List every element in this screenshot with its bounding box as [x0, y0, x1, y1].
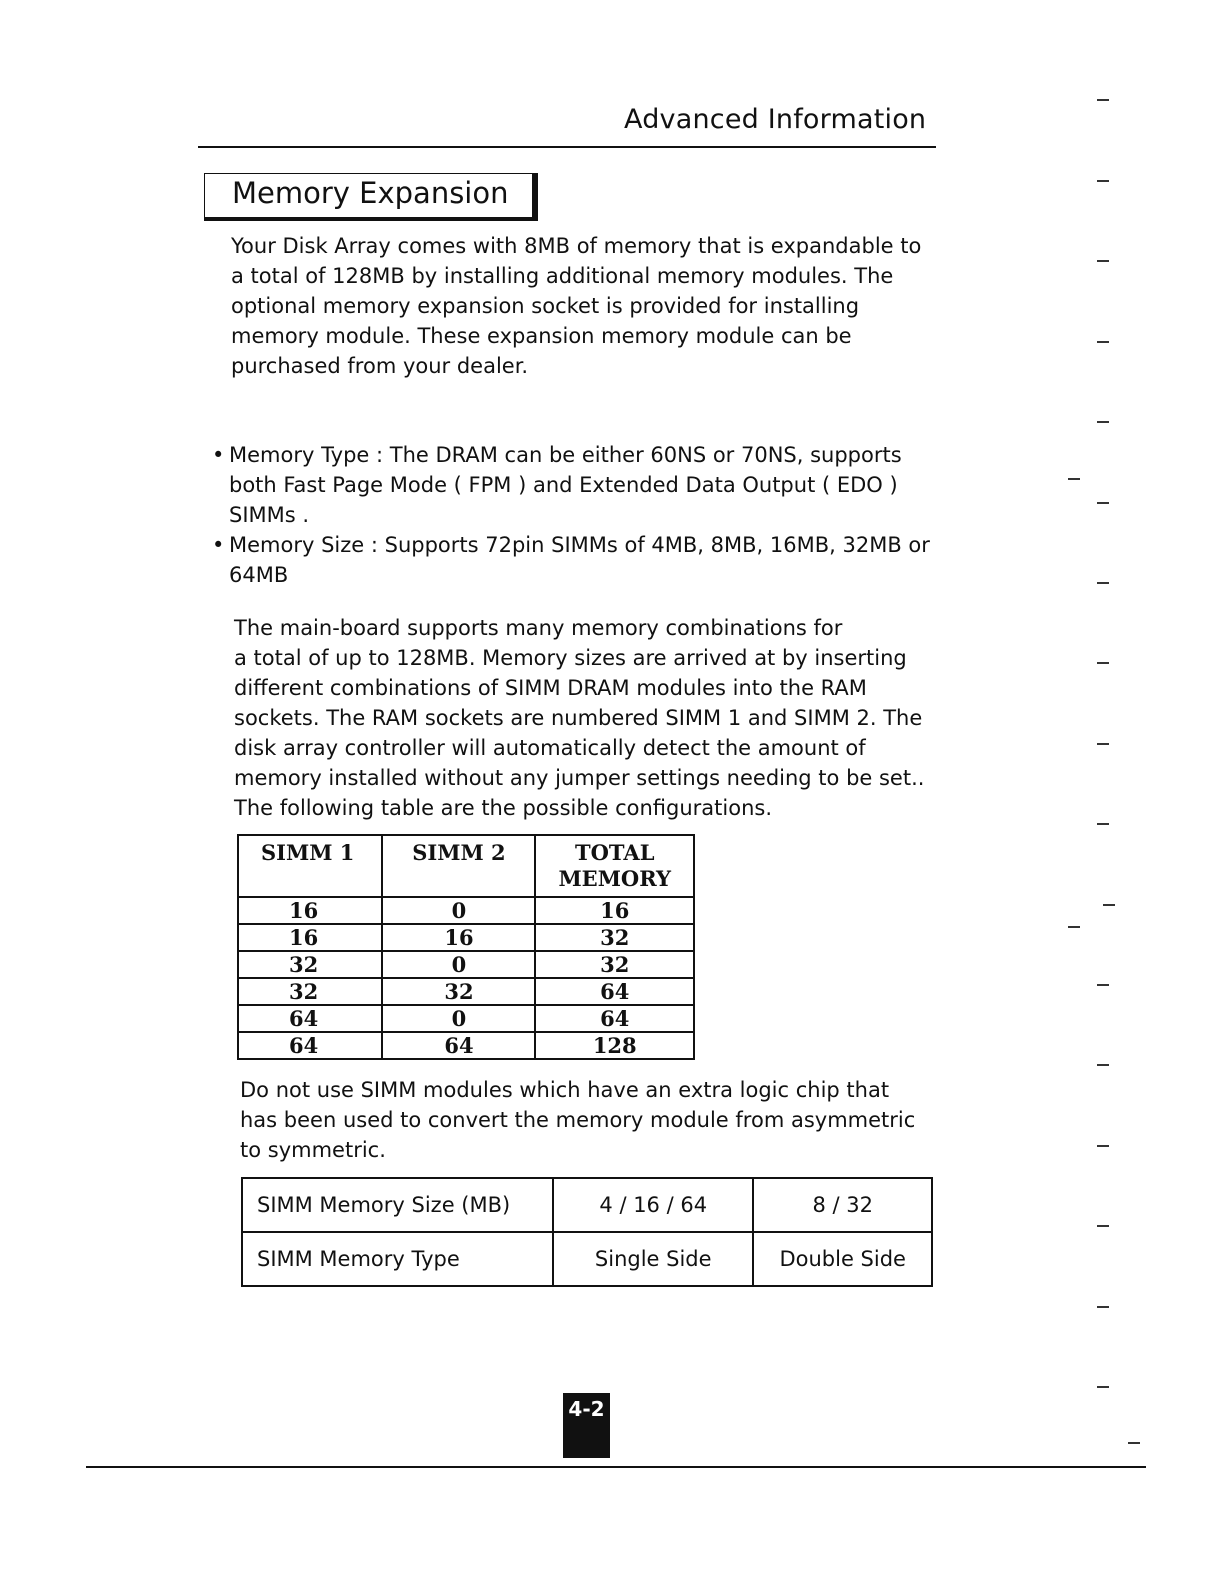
edge-tick-mark [1097, 1306, 1109, 1308]
table-row [238, 924, 694, 951]
cell-simm2: 16 [382, 924, 535, 951]
para-line: memory installed without any jumper settings needing to be set.. [234, 766, 925, 790]
edge-tick-mark [1097, 99, 1109, 101]
para-line: sockets. The RAM sockets are numbered SIMM 1 and SIMM 2. The [234, 706, 923, 730]
header-rule [198, 146, 936, 148]
cell-simm1: 16 [238, 924, 382, 951]
memory-config-table [237, 834, 695, 1060]
cell-simm2: 0 [382, 951, 535, 978]
warning-paragraph [240, 1075, 960, 1165]
para-line: The following table are the possible configurations. [234, 796, 773, 820]
page-number-tab: 4-2 [563, 1393, 610, 1458]
header-simm1: SIMM 1 [238, 835, 382, 897]
cell-total: 64 [535, 1005, 694, 1032]
combinations-paragraph [234, 613, 954, 823]
cell-simm2: 32 [382, 978, 535, 1005]
intro-line: Your Disk Array comes with 8MB of memory that is expandable to [231, 234, 922, 258]
edge-tick-mark [1097, 341, 1109, 343]
cell-simm2: 0 [382, 1005, 535, 1032]
table-row [242, 1178, 932, 1232]
simm-side-table [241, 1177, 933, 1287]
cell-simm1: 32 [238, 978, 382, 1005]
bullet-line: both Fast Page Mode ( FPM ) and Extended Data Output ( EDO ) [229, 473, 898, 497]
edge-tick-mark [1097, 502, 1109, 504]
edge-tick-mark [1097, 180, 1109, 182]
bullet-line: SIMMs . [229, 503, 310, 527]
edge-tick-mark [1103, 904, 1115, 906]
cell-single-side-sizes: 4 / 16 / 64 [553, 1178, 753, 1232]
bullet-line: 64MB [229, 563, 289, 587]
table-row [238, 951, 694, 978]
table-row [238, 897, 694, 924]
warning-line: to symmetric. [240, 1138, 386, 1162]
header-total-memory: TOTAL MEMORY [535, 835, 694, 897]
edge-tick-mark [1068, 478, 1080, 480]
bullet-dot: • [212, 443, 225, 467]
footer-rule [86, 1466, 1146, 1468]
cell-simm1: 64 [238, 1032, 382, 1059]
bullet-dot: • [212, 533, 225, 557]
table-row [238, 1032, 694, 1059]
cell-simm1: 64 [238, 1005, 382, 1032]
bullet-memory-size [212, 530, 942, 590]
cell-simm1: 16 [238, 897, 382, 924]
bullet-line: Memory Size : Supports 72pin SIMMs of 4MB, 8MB, 16MB, 32MB or [229, 533, 930, 557]
cell-total: 32 [535, 924, 694, 951]
edge-tick-mark [1128, 1442, 1140, 1444]
cell-double-side-sizes: 8 / 32 [753, 1178, 932, 1232]
intro-line: optional memory expansion socket is provided for installing [231, 294, 860, 318]
edge-tick-mark [1097, 1064, 1109, 1066]
warning-line: has been used to convert the memory module from asymmetric [240, 1108, 916, 1132]
edge-tick-mark [1097, 984, 1109, 986]
cell-simm2: 0 [382, 897, 535, 924]
table-header-row [238, 835, 694, 897]
intro-line: a total of 128MB by installing additional memory modules. The [231, 264, 894, 288]
edge-tick-mark [1097, 662, 1109, 664]
table-row [238, 978, 694, 1005]
cell-double-side: Double Side [753, 1232, 932, 1286]
warning-line: Do not use SIMM modules which have an extra logic chip that [240, 1078, 890, 1102]
para-line: The main-board supports many memory combinations for [234, 616, 843, 640]
page-header-title: Advanced Information [624, 104, 927, 135]
spec-bullet-list [212, 440, 942, 590]
row-label: SIMM Memory Size (MB) [242, 1178, 553, 1232]
cell-simm1: 32 [238, 951, 382, 978]
bullet-memory-type [212, 440, 942, 530]
intro-line: purchased from your dealer. [231, 354, 529, 378]
intro-line: memory module. These expansion memory module can be [231, 324, 852, 348]
para-line: different combinations of SIMM DRAM modules into the RAM [234, 676, 867, 700]
section-title: Memory Expansion [232, 176, 509, 210]
cell-total: 128 [535, 1032, 694, 1059]
edge-tick-mark [1097, 1145, 1109, 1147]
intro-paragraph [231, 231, 951, 381]
cell-simm2: 64 [382, 1032, 535, 1059]
header-simm2: SIMM 2 [382, 835, 535, 897]
edge-tick-mark [1097, 743, 1109, 745]
edge-tick-mark [1097, 421, 1109, 423]
para-line: disk array controller will automatically detect the amount of [234, 736, 866, 760]
edge-tick-mark [1097, 1386, 1109, 1388]
table-row [242, 1232, 932, 1286]
edge-tick-mark [1097, 1225, 1109, 1227]
edge-tick-mark [1097, 260, 1109, 262]
cell-total: 16 [535, 897, 694, 924]
cell-total: 32 [535, 951, 694, 978]
cell-single-side: Single Side [553, 1232, 753, 1286]
table-row [238, 1005, 694, 1032]
para-line: a total of up to 128MB. Memory sizes are arrived at by inserting [234, 646, 907, 670]
edge-tick-mark [1068, 926, 1080, 928]
cell-total: 64 [535, 978, 694, 1005]
row-label: SIMM Memory Type [242, 1232, 553, 1286]
bullet-line: Memory Type : The DRAM can be either 60NS or 70NS, supports [229, 443, 902, 467]
edge-tick-mark [1097, 823, 1109, 825]
edge-tick-mark [1097, 582, 1109, 584]
